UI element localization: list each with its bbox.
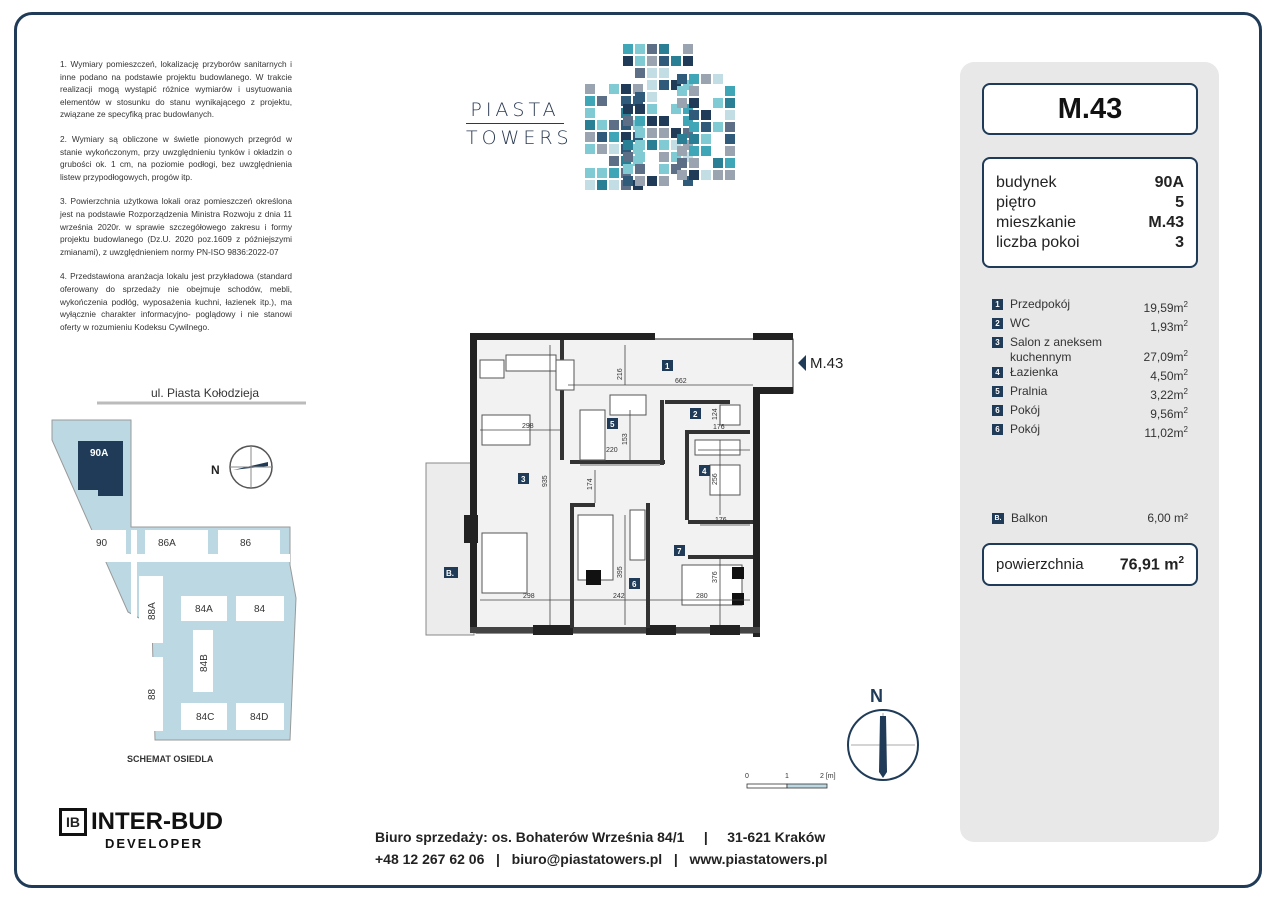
logo-tile (677, 134, 687, 144)
logo-tile (585, 108, 595, 118)
logo-tile (647, 128, 657, 138)
logo-tile (725, 158, 735, 168)
building-84-label: 84 (254, 604, 266, 615)
logo-tile (677, 170, 687, 180)
unit-info (982, 157, 1198, 268)
logo-tile (623, 176, 633, 186)
total-area-value: 76,91 $m^2$ (1119, 554, 1184, 574)
building-84a-label: 84A (195, 604, 213, 615)
room-tag-5: 5 (610, 420, 615, 429)
logo-tile (701, 110, 711, 120)
dim-label: 395 (617, 566, 624, 578)
dim-label: 298 (522, 423, 534, 430)
logo-tile (635, 116, 645, 126)
logo-tile (623, 152, 633, 162)
logo-tile (597, 120, 607, 130)
logo-tile (623, 56, 633, 66)
entry-label: M.43 (810, 355, 844, 372)
dim-label: 242 (613, 593, 625, 600)
logo-tile (623, 44, 633, 54)
dim-label: 176 (715, 517, 727, 524)
dim-label: 220 (606, 447, 618, 454)
building-90-label: 90 (96, 538, 108, 549)
total-area (982, 543, 1198, 586)
logo-tile (609, 132, 619, 142)
logo-tile (609, 120, 619, 130)
logo-tile (725, 98, 735, 108)
dim-label: 280 (696, 593, 708, 600)
logo-tile (659, 176, 669, 186)
building-86a (145, 530, 208, 555)
footer-line-2: +48 12 267 62 06 | biuro@piastatowers.pl | www.piastatowers.pl (375, 851, 828, 867)
logo-tile (689, 122, 699, 132)
site-compass-n: N (211, 463, 220, 477)
logo-tile (635, 92, 645, 102)
total-area-label: powierzchnia (996, 556, 1084, 573)
logo-tile (647, 92, 657, 102)
dim-label: 153 (622, 433, 629, 445)
logo-tile (659, 128, 669, 138)
dim-label: 935 (542, 475, 549, 487)
list-item: 1 Przedpokój $19,59m^2$ (992, 297, 1188, 316)
logo-tile (623, 104, 633, 114)
building-86-label: 86 (240, 538, 252, 549)
logo-tile (647, 176, 657, 186)
room-tag-2: 2 (693, 410, 698, 419)
logo-tile (585, 168, 595, 178)
room-tag-3: 3 (521, 475, 526, 484)
dim-label: 124 (712, 408, 719, 420)
logo-tile (585, 144, 595, 154)
logo-tile (689, 170, 699, 180)
note-1: 1. Wymiary pomieszczeń, lokalizację przyborów sanitarnych i inne podano na podstawie projektu budowlanego. W trakcie realizacji mogą wystąpić różnice wymiarów i usytuowania elementów w stosunku do stanu wynikającego z projektu, związane ze specyfiką prac budowlanych. (60, 59, 292, 120)
logo-tile (659, 116, 669, 126)
dim-label: 256 (712, 473, 719, 485)
info-row-building: budynek 90A (996, 174, 1184, 191)
logo-tile (585, 180, 595, 190)
footer-contact (375, 826, 827, 870)
building-84c-label: 84C (196, 712, 215, 723)
logo-tile (725, 110, 735, 120)
logo-tile (623, 140, 633, 150)
street-label: ul. Piasta Kołodzieja (151, 386, 260, 400)
scale-label-0: 0 (745, 773, 749, 780)
scale-label-2: 2 [m] (820, 773, 836, 780)
logo-tile (689, 146, 699, 156)
logo-tile (713, 158, 723, 168)
logo-tile (701, 146, 711, 156)
room-list (992, 297, 1188, 526)
dim-label: 176 (713, 424, 725, 431)
info-row-apartment: mieszkanie M.43 (996, 214, 1184, 231)
scale-label-1: 1 (785, 773, 789, 780)
logo-tile (677, 146, 687, 156)
logo-tile (713, 98, 723, 108)
logo-tile (689, 86, 699, 96)
logo-tile (647, 104, 657, 114)
list-item: 5 Pralnia $3,22m^2$ (992, 384, 1188, 403)
room-tag-4: 4 (702, 467, 707, 476)
logo-tile (659, 80, 669, 90)
north-compass-icon (840, 680, 930, 785)
note-2: 2. Wymiary są obliczone w świetle pionowych przegród w stanie wykończonym, przy uwzględnieniu tynków i okładzin o grubości ok. 1 cm, na poziomie podłogi, bez uwzględnienia listew przypodłogowych, progów itp. (60, 133, 292, 182)
dim-label: 298 (523, 593, 535, 600)
list-item: 4 Łazienka $4,50m^2$ (992, 365, 1188, 384)
logo-tile (701, 170, 711, 180)
dim-label: 376 (712, 571, 719, 583)
footer-line-1: Biuro sprzedaży: os. Bohaterów Września 84/1 | 31-621 Kraków (375, 829, 826, 845)
dim-label: 216 (617, 368, 624, 380)
logo-line-2: TOWERS (466, 127, 573, 149)
logo-tile (701, 122, 711, 132)
building-88a-label: 88A (147, 602, 158, 620)
logo-tile (647, 56, 657, 66)
logo-tile (683, 56, 693, 66)
logo-tile (635, 128, 645, 138)
logo-tile (713, 74, 723, 84)
logo-tile (689, 74, 699, 84)
logo-tile (689, 98, 699, 108)
logo-tile (635, 152, 645, 162)
room-tag-1: 1 (665, 362, 670, 371)
logo-tile (647, 44, 657, 54)
logo-tile (677, 74, 687, 84)
site-caption: SCHEMAT OSIEDLA (127, 754, 214, 764)
logo-tile (609, 156, 619, 166)
logo-tile (725, 170, 735, 180)
logo-tile (609, 144, 619, 154)
logo-tile (621, 84, 631, 94)
logo-tile (647, 116, 657, 126)
logo-tile (725, 146, 735, 156)
building-84d-label: 84D (250, 712, 269, 723)
site-map (0, 0, 320, 780)
brand-sub: DEVELOPER (105, 836, 204, 851)
logo-tile (689, 134, 699, 144)
logo-tile (659, 56, 669, 66)
note-3: 3. Powierzchnia użytkowa lokali oraz pomieszczeń określona jest na podstawie Rozporządzenia Ministra Rozwoju z dnia 11 września 2020r. w sprawie szczegółowego zakresu i formy projektu budowlanego (Dz.U. 2020 poz.1609 z późniejszymi zmianami), z uwzględnieniem normy PN-ISO 9836:2022-07 (60, 196, 292, 257)
logo-tile (659, 44, 669, 54)
logo-tile (609, 84, 619, 94)
logo-line-1: PIASTA (466, 99, 564, 124)
logo-tile (725, 86, 735, 96)
list-item-balcony: B. Balkon 6,00 m² (992, 511, 1188, 526)
logo-tile (609, 180, 619, 190)
logo-tile (623, 116, 633, 126)
room-tag-balcony: B. (446, 569, 454, 578)
room-tag-7: 7 (677, 547, 682, 556)
building-86a-label: 86A (158, 538, 176, 549)
logo-tile (725, 134, 735, 144)
logo-tile (597, 132, 607, 142)
logo-tile (689, 158, 699, 168)
logo-tile (659, 164, 669, 174)
logo-tile (635, 44, 645, 54)
list-item: 2 WC $1,93m^2$ (992, 316, 1188, 335)
unit-title: M.43 (982, 83, 1198, 135)
scale-bar (745, 770, 845, 794)
logo-tile (585, 84, 595, 94)
entry-arrow-icon (798, 355, 806, 371)
logo-tile (677, 98, 687, 108)
logo-tile (635, 104, 645, 114)
room-tag-6: 6 (632, 580, 637, 589)
building-88-label: 88 (147, 688, 158, 700)
logo-tile (597, 180, 607, 190)
logo-tile (683, 44, 693, 54)
brand-name: INTER-BUD (91, 808, 223, 835)
logo-tile (713, 122, 723, 132)
logo-tile (725, 122, 735, 132)
ib-logo-icon: IB (59, 808, 87, 836)
building-90a-label: 90A (90, 448, 109, 459)
list-item: 3 Salon z aneksem kuchennym $27,09m^2$ (992, 335, 1188, 365)
list-item: 6 Pokój $9,56m^2$ (992, 403, 1188, 422)
building-84b-label: 84B (199, 654, 210, 672)
logo-tile (585, 96, 595, 106)
developer-logo (59, 808, 223, 851)
dim-label: 662 (675, 378, 687, 385)
balcony-area (426, 463, 474, 635)
logo-tile (689, 110, 699, 120)
logo-tile (635, 68, 645, 78)
logo-tile (635, 140, 645, 150)
site-compass-icon (211, 446, 272, 488)
logo-tile (659, 140, 669, 150)
logo-tile (585, 132, 595, 142)
compass-n: N (870, 686, 883, 706)
info-row-floor: piętro 5 (996, 194, 1184, 211)
note-4: 4. Przedstawiona aranżacja lokalu jest przykładowa (standard oferowany do sprzedaży nie obejmuje schodów, mebli, wykończenia podłóg, wyposażenia kuchni, łazienek itp.), ma wyłącznie charakter informacyjno- poglądowy i nie stanowi oferty w rozumieniu Kodeksu Cywilnego. (60, 271, 292, 332)
logo-tile (659, 152, 669, 162)
logo-tile (677, 158, 687, 168)
floor-plan (420, 325, 820, 655)
logo-tile (635, 164, 645, 174)
logo-tile (701, 134, 711, 144)
towers-logo-icon (585, 44, 755, 224)
logo-tile (647, 140, 657, 150)
piasta-towers-logo-text (466, 99, 573, 149)
logo-tile (647, 80, 657, 90)
logo-tile (609, 168, 619, 178)
logo-tile (677, 86, 687, 96)
list-item: 6 Pokój $11,02m^2$ (992, 422, 1188, 441)
logo-tile (647, 68, 657, 78)
logo-tile (713, 170, 723, 180)
logo-tile (659, 68, 669, 78)
logo-tile (597, 96, 607, 106)
logo-tile (635, 176, 645, 186)
logo-tile (585, 120, 595, 130)
logo-tile (701, 74, 711, 84)
logo-tile (671, 56, 681, 66)
logo-tile (597, 168, 607, 178)
info-row-rooms: liczba pokoi 3 (996, 234, 1184, 251)
logo-tile (623, 164, 633, 174)
logo-tile (597, 144, 607, 154)
logo-tile (635, 56, 645, 66)
dim-label: 174 (587, 478, 594, 490)
